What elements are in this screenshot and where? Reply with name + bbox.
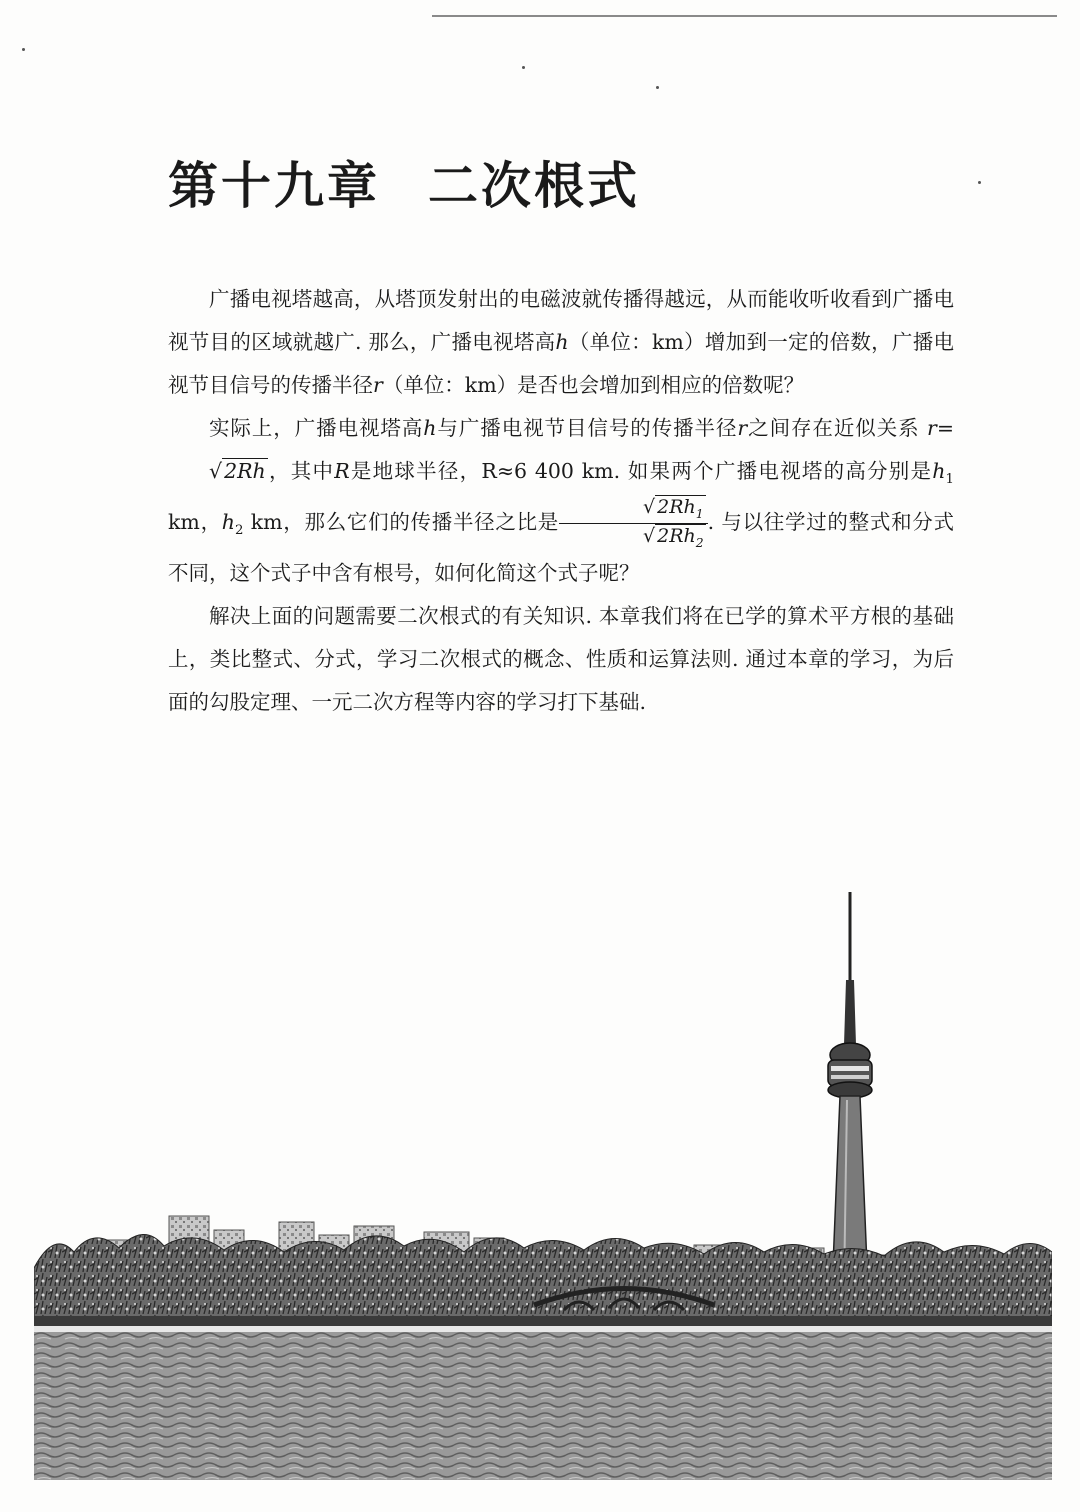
- chapter-title: [168, 146, 640, 218]
- paragraph-1: 广播电视塔越高，从塔顶发射出的电磁波就传播得越远，从而能收听收看到广播电视节目的区域就越广. 那么，广播电视塔高h（单位：km）增加到一定的倍数，广播电视节目信号的传播半径r（单位：km）是否也会增加到相应的倍数呢？: [168, 287, 954, 397]
- earth-radius-approx: R≈6 400 km.: [481, 459, 621, 483]
- scan-speck: [522, 66, 525, 69]
- chapter-name: 二次根式: [428, 157, 640, 215]
- shoreline: [34, 1316, 1052, 1326]
- scan-speck: [656, 86, 659, 89]
- tv-tower-skyline-illustration: [34, 880, 1052, 1480]
- scan-speck: [22, 48, 25, 51]
- formula-sqrt: √2Rh: [209, 459, 266, 483]
- chapter-number: 第十九章: [168, 157, 380, 215]
- chapter-intro: [168, 278, 954, 724]
- paragraph-3: 解决上面的问题需要二次根式的有关知识. 本章我们将在已学的算术平方根的基础上，类比整式、分式，学习二次根式的概念、性质和运算法则. 通过本章的学习，为后面的勾股定理、一元二次方程等内容的学习打下基础.: [168, 604, 954, 715]
- paragraph-2: 实际上，广播电视塔高h与广播电视节目信号的传播半径r之间存在近似关系 r=√2Rh，其中R是地球半径，R≈6 400 km. 如果两个广播电视塔的高分别是$h_1$ km，$h_2$ km，那么它们的传播半径之比是 $\frac{√ 2Rh_1}{√ 2Rh_2}$ . 与以往学过的整式和分式不同，这个式子中含有根号，如何化简这个式子呢？: [168, 416, 955, 586]
- radius-ratio-fraction: $\frac{√ 2Rh_1}{√ 2Rh_2}$: [559, 497, 708, 550]
- formula-lhs: r=: [927, 416, 955, 440]
- top-rule: [432, 15, 1057, 17]
- tree-band: [34, 1234, 1052, 1320]
- tv-tower: [828, 892, 872, 1292]
- scan-speck: [978, 181, 981, 184]
- lake-water: [34, 1332, 1052, 1480]
